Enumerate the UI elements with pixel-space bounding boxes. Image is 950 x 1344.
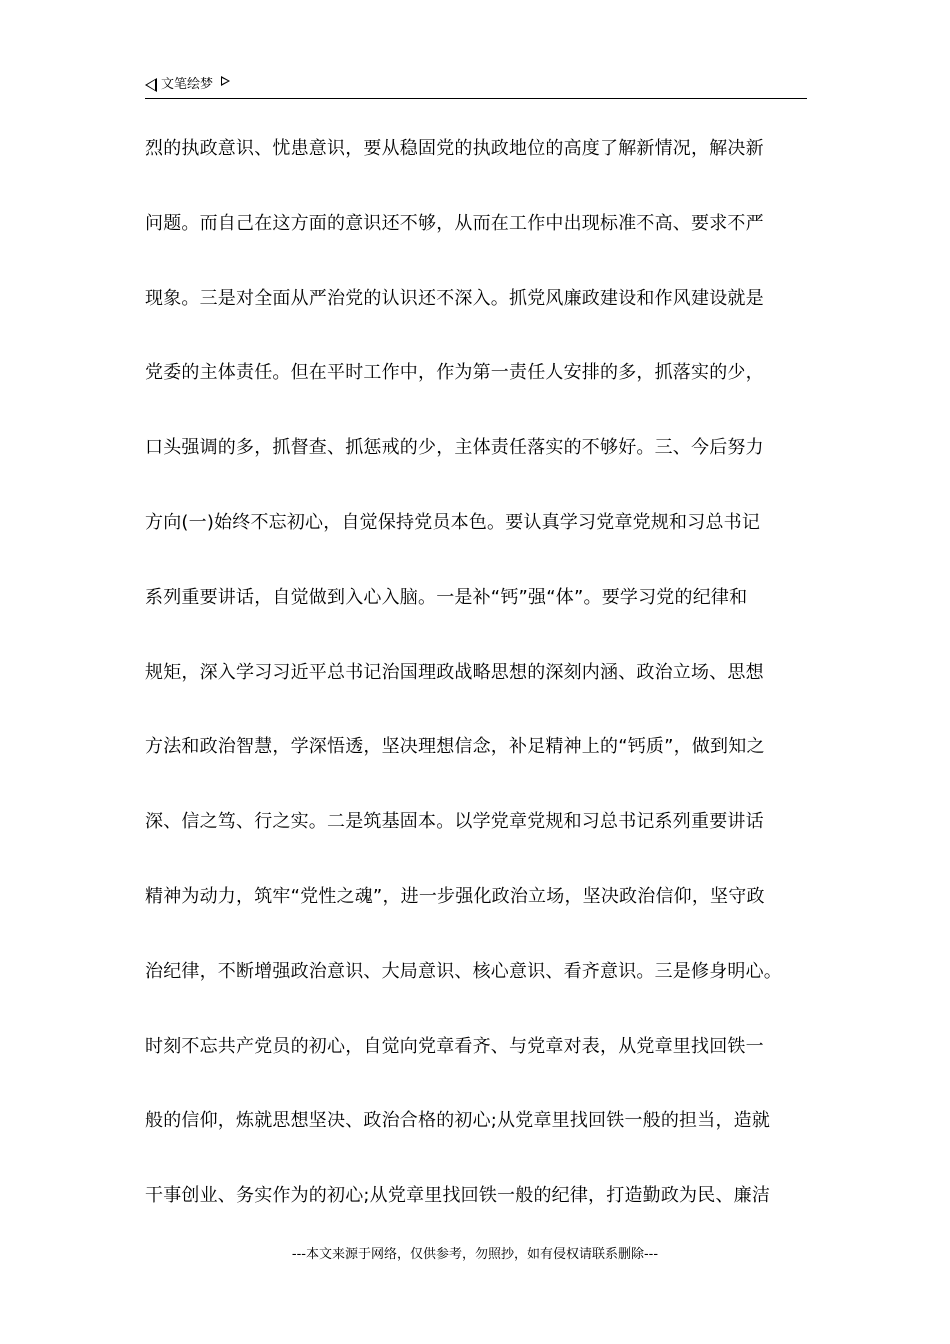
body-line: 烈的执政意识、忧患意识，要从稳固党的执政地位的高度了解新情况，解决新: [145, 138, 764, 159]
body-line: 方法和政治智慧，学深悟透，坚决理想信念，补足精神上的“钙质”，做到知之: [145, 736, 765, 758]
body-line: 时刻不忘共产党员的初心，自觉向党章看齐、与党章对表，从党章里找回铁一: [145, 1035, 764, 1057]
document-body: [145, 136, 815, 1258]
body-line: 精神为动力，筑牢“党性之魂”，进一步强化政治立场，坚决政治信仰，坚守政: [145, 885, 765, 907]
triangle-left-icon: [145, 78, 157, 92]
header-title: 文笔绘梦: [161, 77, 214, 92]
header-title-group: [145, 76, 230, 93]
body-line: 干事创业、务实作为的初心;从党章里找回铁一般的纪律，打造勤政为民、廉洁: [145, 1185, 771, 1207]
triangle-right-icon: [221, 76, 230, 86]
body-line: 般的信仰，炼就思想坚决、政治合格的初心;从党章里找回铁一般的担当，造就: [145, 1110, 771, 1132]
body-line: 问题。而自己在这方面的意识还不够，从而在工作中出现标准不高、要求不严: [145, 212, 764, 234]
body-line: 规矩，深入学习习近平总书记治国理政战略思想的深刻内涵、政治立场、思想: [145, 661, 764, 683]
page-footer: ---本文来源于网络，仅供参考，勿照抄，如有侵权请联系删除---: [291, 1247, 659, 1262]
body-line: 治纪律，不断增强政治意识、大局意识、核心意识、看齐意识。三是修身明心。: [145, 960, 782, 982]
body-line: 现象。三是对全面从严治党的认识还不深入。抓党风廉政建设和作风建设就是: [145, 287, 764, 309]
page-header: [145, 74, 807, 99]
body-line: 党委的主体责任。但在平时工作中，作为第一责任人安排的多，抓落实的少，: [145, 362, 764, 384]
body-line: 方向(一)始终不忘初心，自觉保持党员本色。要认真学习党章党规和习总书记: [145, 511, 761, 533]
body-line: 系列重要讲话，自觉做到入心入脑。一是补“钙”强“体”。要学习党的纪律和: [145, 586, 748, 608]
body-line: 口头强调的多，抓督查、抓惩戒的少，主体责任落实的不够好。三、今后努力: [145, 437, 764, 459]
body-line: 深、信之笃、行之实。二是筑基固本。以学党章党规和习总书记系列重要讲话: [145, 811, 764, 833]
